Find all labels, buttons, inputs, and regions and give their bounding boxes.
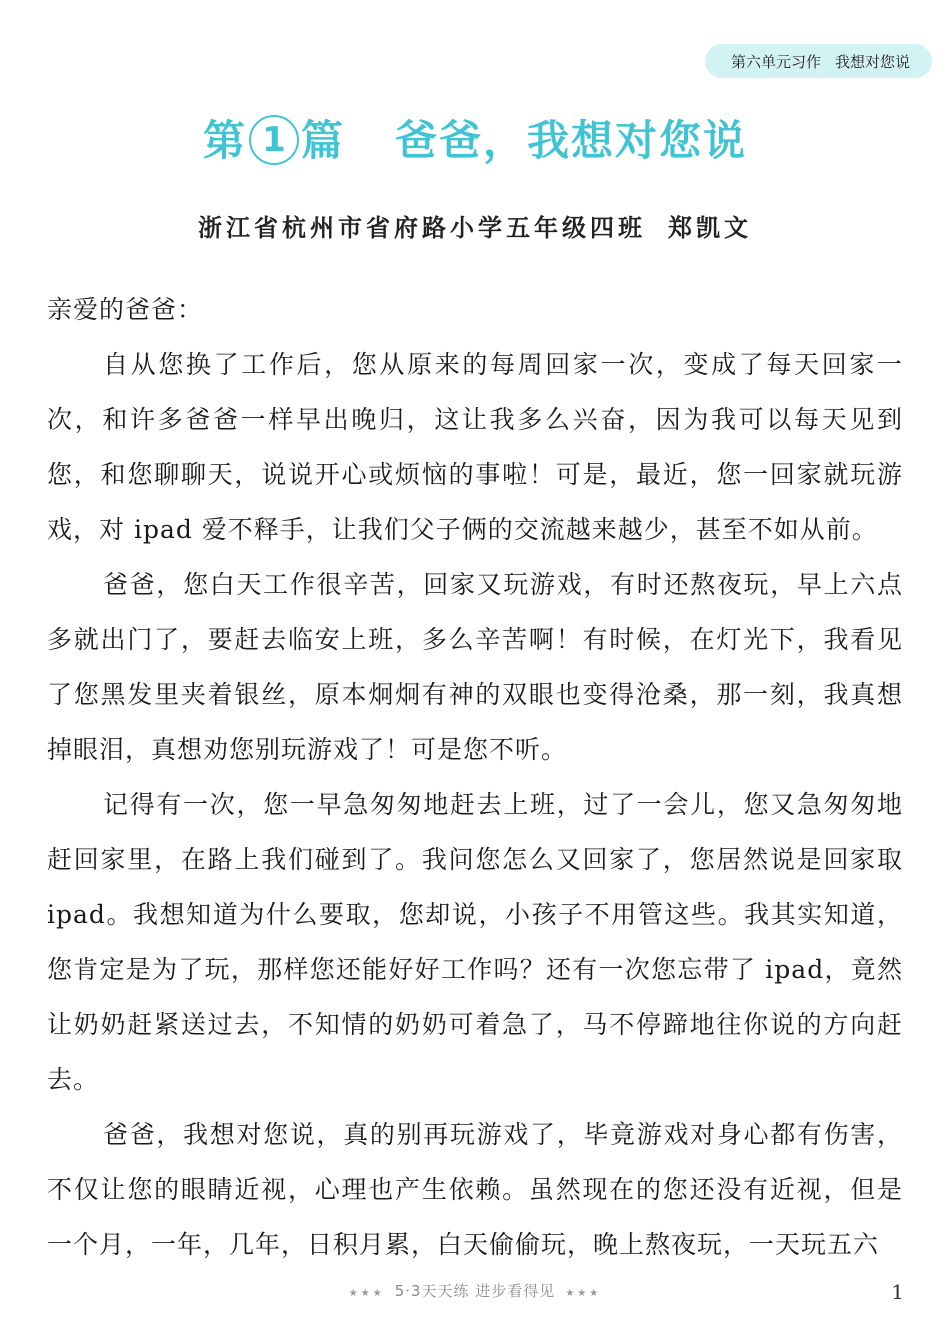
- paragraph-3: 记得有一次，您一早急匆匆地赶去上班，过了一会儿，您又急匆匆地赶回家里，在路上我们碰到了。我问您怎么又回家了，您居然说是回家取 ipad。我想知道为什么要取，您却说，小孩子不用管这些。我其实知道，您肯定是为了玩，那样您还能好好工作吗？还有一次您忘带了 ipad，竟然让奶奶赶紧送过去，不知情的奶奶可着急了，马不停蹄地往你说的方向赶去。: [47, 790, 903, 1094]
- letter-body: [47, 282, 903, 1272]
- slogan-text: 5·3天天练 进步看得见: [394, 1282, 556, 1300]
- paragraph-2: 爸爸，您白天工作很辛苦，回家又玩游戏，有时还熬夜玩，早上六点多就出门了，要赶去临安上班，多么辛苦啊！有时候，在灯光下，我看见了您黑发里夹着银丝，原本炯炯有神的双眼也变得沧桑，那一刻，我真想掉眼泪，真想劝您别玩游戏了！可是您不听。: [47, 570, 903, 764]
- author-name: 郑凯文: [668, 213, 752, 242]
- school-name: 浙江省杭州市省府路小学五年级四班: [198, 213, 646, 242]
- byline: [0, 208, 950, 243]
- topic-label: 我想对您说: [834, 52, 910, 71]
- page-number: 1: [891, 1280, 904, 1304]
- unit-header-tab: [705, 44, 932, 78]
- title-main: 爸爸，我想对您说: [395, 116, 748, 165]
- paragraph-4: 爸爸，我想对您说，真的别再玩游戏了，毕竟游戏对身心都有伤害，不仅让您的眼睛近视，心理也产生依赖。虽然现在的您还没有近视，但是一个月，一年，几年，日积月累，白天偷偷玩，晚上熬夜玩，一天玩五六: [47, 1120, 903, 1259]
- essay-title: [0, 108, 950, 168]
- essay-number-badge: 1: [249, 115, 299, 165]
- footer-slogan: [0, 1280, 950, 1301]
- title-suffix: 篇: [300, 116, 345, 165]
- star-decoration-left: ★★★: [348, 1288, 385, 1299]
- unit-label: 第六单元习作: [730, 52, 821, 71]
- star-decoration-right: ★★★: [565, 1288, 602, 1299]
- title-prefix: 第: [202, 116, 247, 165]
- salutation: 亲爱的爸爸：: [47, 295, 204, 324]
- paragraph-1: 自从您换了工作后，您从原来的每周回家一次，变成了每天回家一次，和许多爸爸一样早出晚归，这让我多么兴奋，因为我可以每天见到您，和您聊聊天，说说开心或烦恼的事啦！可是，最近，您一回家就玩游戏，对 ipad 爱不释手，让我们父子俩的交流越来越少，甚至不如从前。: [47, 350, 903, 544]
